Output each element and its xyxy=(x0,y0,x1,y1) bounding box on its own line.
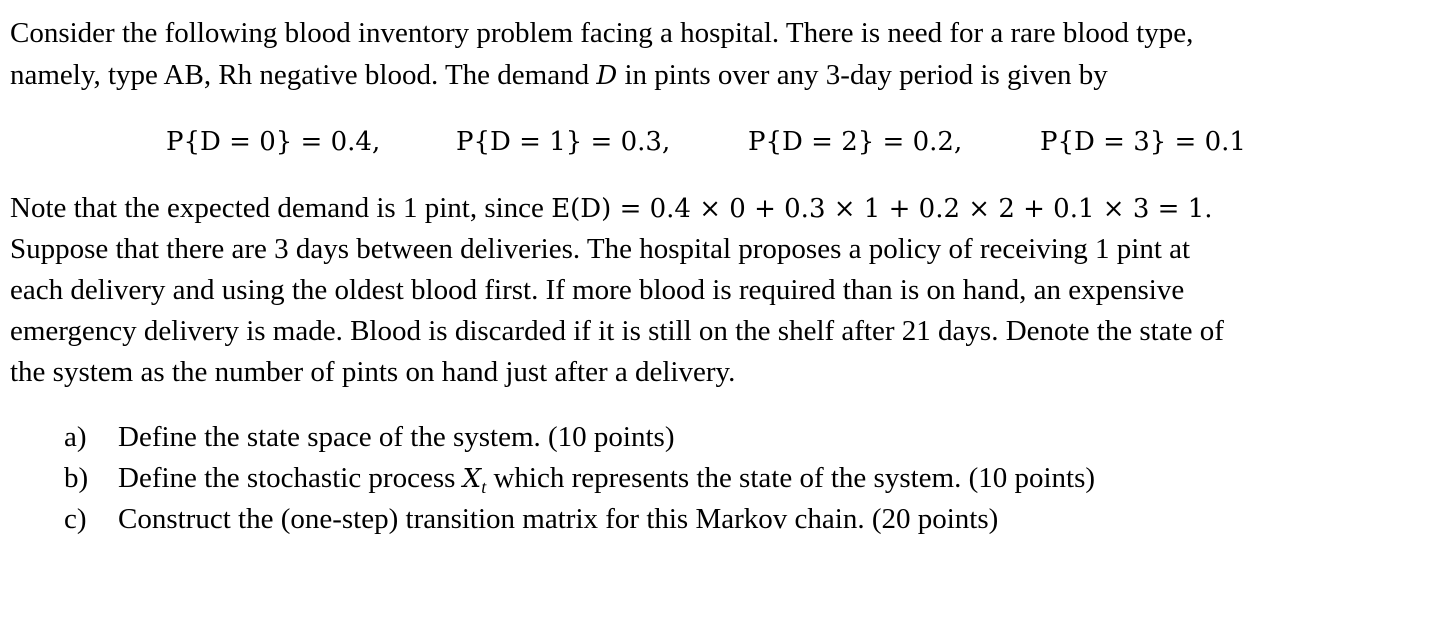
question-a xyxy=(64,417,1095,458)
expected-demand-formula: E(D) = 0.4 × 0 + 0.3 × 1 + 0.2 × 2 + 0.1 × 3 = 1. xyxy=(551,194,1213,224)
body-line-3: each delivery and using the oldest blood first. If more blood is required than is on hand, an expensive xyxy=(10,274,1185,306)
body-line-4: emergency delivery is made. Blood is discarded if it is still on the shelf after 21 days. Denote the state of xyxy=(10,315,1224,347)
question-list xyxy=(64,417,1095,540)
question-c-marker: c) xyxy=(64,503,87,535)
intro-line-1: Consider the following blood inventory problem facing a hospital. There is need for a rare blood type, xyxy=(10,17,1194,49)
prob-d0: P{D = 0} = 0.4, xyxy=(166,127,381,157)
body-line-2: Suppose that there are 3 days between deliveries. The hospital proposes a policy of receiving 1 pint at xyxy=(10,233,1191,265)
question-c-text: Construct the (one-step) transition matrix for this Markov chain. (20 points) xyxy=(118,503,999,535)
body-line-5: the system as the number of pints on hand just after a delivery. xyxy=(10,356,736,388)
prob-d3: P{D = 3} = 0.1 xyxy=(1040,127,1246,157)
intro-line-2: namely, type AB, Rh negative blood. The demand D in pints over any 3-day period is given by xyxy=(10,59,1108,91)
question-a-text: Define the state space of the system. (10 points) xyxy=(118,421,675,453)
probability-equations xyxy=(0,122,1440,162)
prob-d1: P{D = 1} = 0.3, xyxy=(456,127,671,157)
question-b: b) Define the stochastic process $X_t$ which represents the state of the system. (10 points) xyxy=(64,458,1095,499)
body-line-1: Note that the expected demand is 1 pint, since E(D) = 0.4 × 0 + 0.3 × 1 + 0.2 × 2 + 0.1 × 3 = 1. xyxy=(10,192,1213,224)
prob-d2: P{D = 2} = 0.2, xyxy=(748,127,963,157)
question-b-marker: b) xyxy=(64,462,89,494)
question-a-marker: a) xyxy=(64,421,87,453)
question-c xyxy=(64,499,1095,540)
